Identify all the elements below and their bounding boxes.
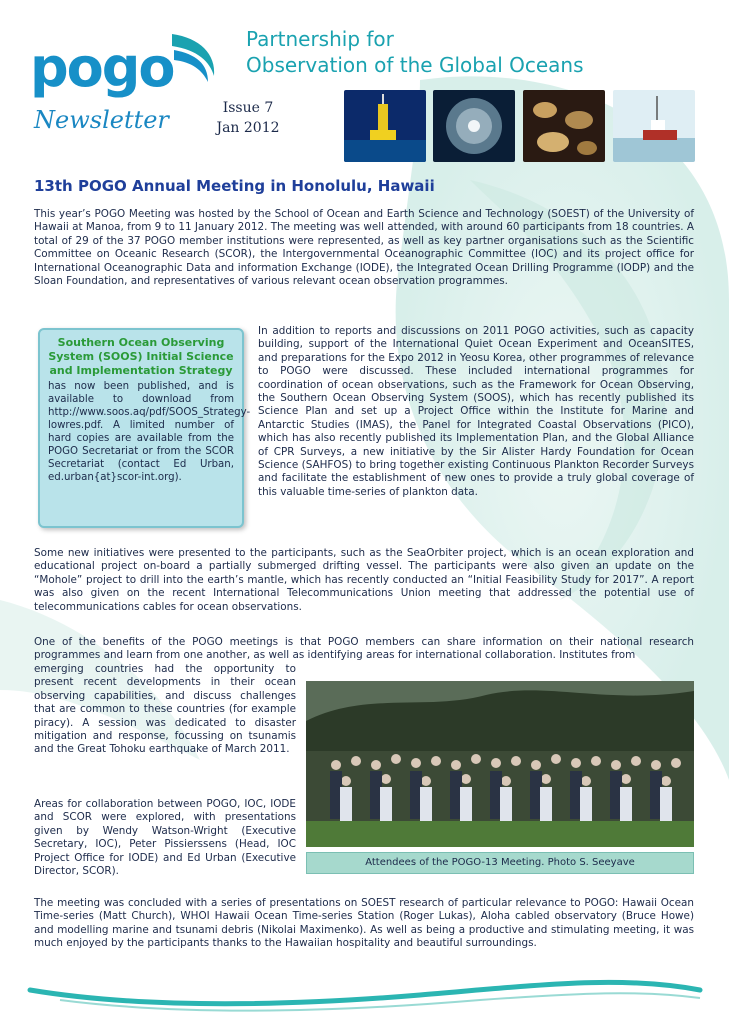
soos-sidebar — [38, 328, 251, 528]
intro-paragraph: This year’s POGO Meeting was hosted by the School of Ocean and Earth Science and Technology (SOEST) of the University of Hawaii at Manoa, from 9 to 11 January 2012. The meeting was well attended, with around 60 participants from 18 countries. A total of 29 of the 37 POGO member institutions were represented, as well as key partner organisations such as the Scientific Committee on Oceanic Research (SCOR), the Intergovernmental Oceanographic Committee (IOC) and its project office for International Oceanographic Data and information Exchange (IODE), the Integrated Ocean Drilling Programme (IODP) and the Sloan Foundation, and representatives of various relevant ocean observation programmes. — [34, 208, 694, 288]
org-name-line2: Observation of the Global Oceans — [246, 53, 584, 77]
conclusion-paragraph: The meeting was concluded with a series of presentations on SOEST research of particular relevance to POGO: Hawaii Ocean Time-series (Matt Church), WHOI Hawaii Ocean Time-series Station (Roger Lukas), Aloha cabled observatory (Bruce Howe) and modelling marine and tsunami debris (Nikolai Maximenko). As well as being a productive and stimulating meeting, it was much enjoyed by the participants thanks to the Hawaiian hospitality and beautiful surroundings. — [34, 897, 694, 950]
issue-date: Jan 2012 — [216, 120, 280, 136]
meeting-paragraph: In addition to reports and discussions on 2011 POGO activities, such as capacity building, support of the International Quiet Ocean Experiment and OceanSITES, and preparations for the Expo 2012 in Yeosu Korea, other programmes of relevance to POGO were discussed. These included international programmes for coordination of ocean observations, such as the Framework for Ocean Observing, the Southern Ocean Observing System (SOOS), which has recently published its Science Plan and set up a Project Office within the Institute for Marine and Antarctic Studies (IMAS), the Panel for Integrated Coastal Observations (PICO), which has also recently published its Implementation Plan, and the Global Alliance of CPR Surveys, a new initiative by the Sir Alister Hardy Foundation for Ocean Science (SAHFOS) to bring together existing Continuous Plankton Recorder Surveys and facilitate the establishment of new ones to provide a truly global coverage of this valuable time-series of plankton data. — [258, 325, 694, 498]
organization-name — [246, 26, 706, 78]
benefits-paragraph: One of the benefits of the POGO meetings is that POGO members can share information on their national research programmes and learn from one another, as well as identifying areas for international collaboration. Institutes from — [34, 636, 694, 662]
header-photo-buoy — [344, 90, 426, 162]
photo-caption: Attendees of the POGO-13 Meeting. Photo S. Seeyave — [306, 852, 694, 874]
article-headline: 13th POGO Annual Meeting in Honolulu, Hawaii — [34, 177, 435, 195]
org-name-line1: Partnership for — [246, 27, 394, 51]
logo-swoosh-icon — [170, 24, 220, 94]
header-photo-ship — [613, 90, 695, 162]
institutes-paragraph: emerging countries had the opportunity to present recent developments in their ocean observing capabilities, and discuss challenges that are common to these countries (for example piracy). A session was dedicated to disaster mitigation and response, focussing on tsunamis and the Great Tohoku earthquake of March 2011. — [34, 663, 296, 756]
initiatives-paragraph: Some new initiatives were presented to the participants, such as the SeaOrbiter project, which is an ocean exploration and educational project on-board a partially submerged drifting vessel. The participants were also given an update on the “Mohole” project to drill into the earth’s mantle, which has recently conducted an “Initial Feasibility Study for 2017”. A report was also given on the recent International Telecommunications Union meeting that addressed the potential use of telecommunications cables for ocean observations. — [34, 547, 694, 613]
newsletter-label: Newsletter — [34, 106, 169, 134]
soos-sidebar-title: Southern Ocean Observing System (SOOS) Initial Science and Implementation Strategy — [48, 336, 234, 377]
pogo-logo — [30, 18, 220, 98]
logo-wordmark: pogo — [30, 36, 174, 99]
soos-sidebar-body: has now been published, and is available to download from http://www.soos.aq/pdf/SOOS_Strategy-lowres.pdf. A limited number of hard copies are available from the POGO Secretariat or from the SCOR Secretariat (contact Ed Urban, ed.urban{at}scor-int.org). — [48, 381, 251, 483]
collaboration-paragraph: Areas for collaboration between POGO, IOC, IODE and SCOR were explored, with presentations given by Wendy Watson-Wright (Executive Secretary, IOC), Peter Pissierssens (Head, IOC Project Office for IODE) and Ed Urban (Executive Director, SCOR). — [34, 798, 296, 878]
issue-info — [208, 98, 288, 138]
header-photo-plankton — [433, 90, 515, 162]
issue-number: Issue 7 — [222, 100, 274, 116]
header-photo-diatoms — [523, 90, 605, 162]
group-photo — [306, 681, 694, 847]
